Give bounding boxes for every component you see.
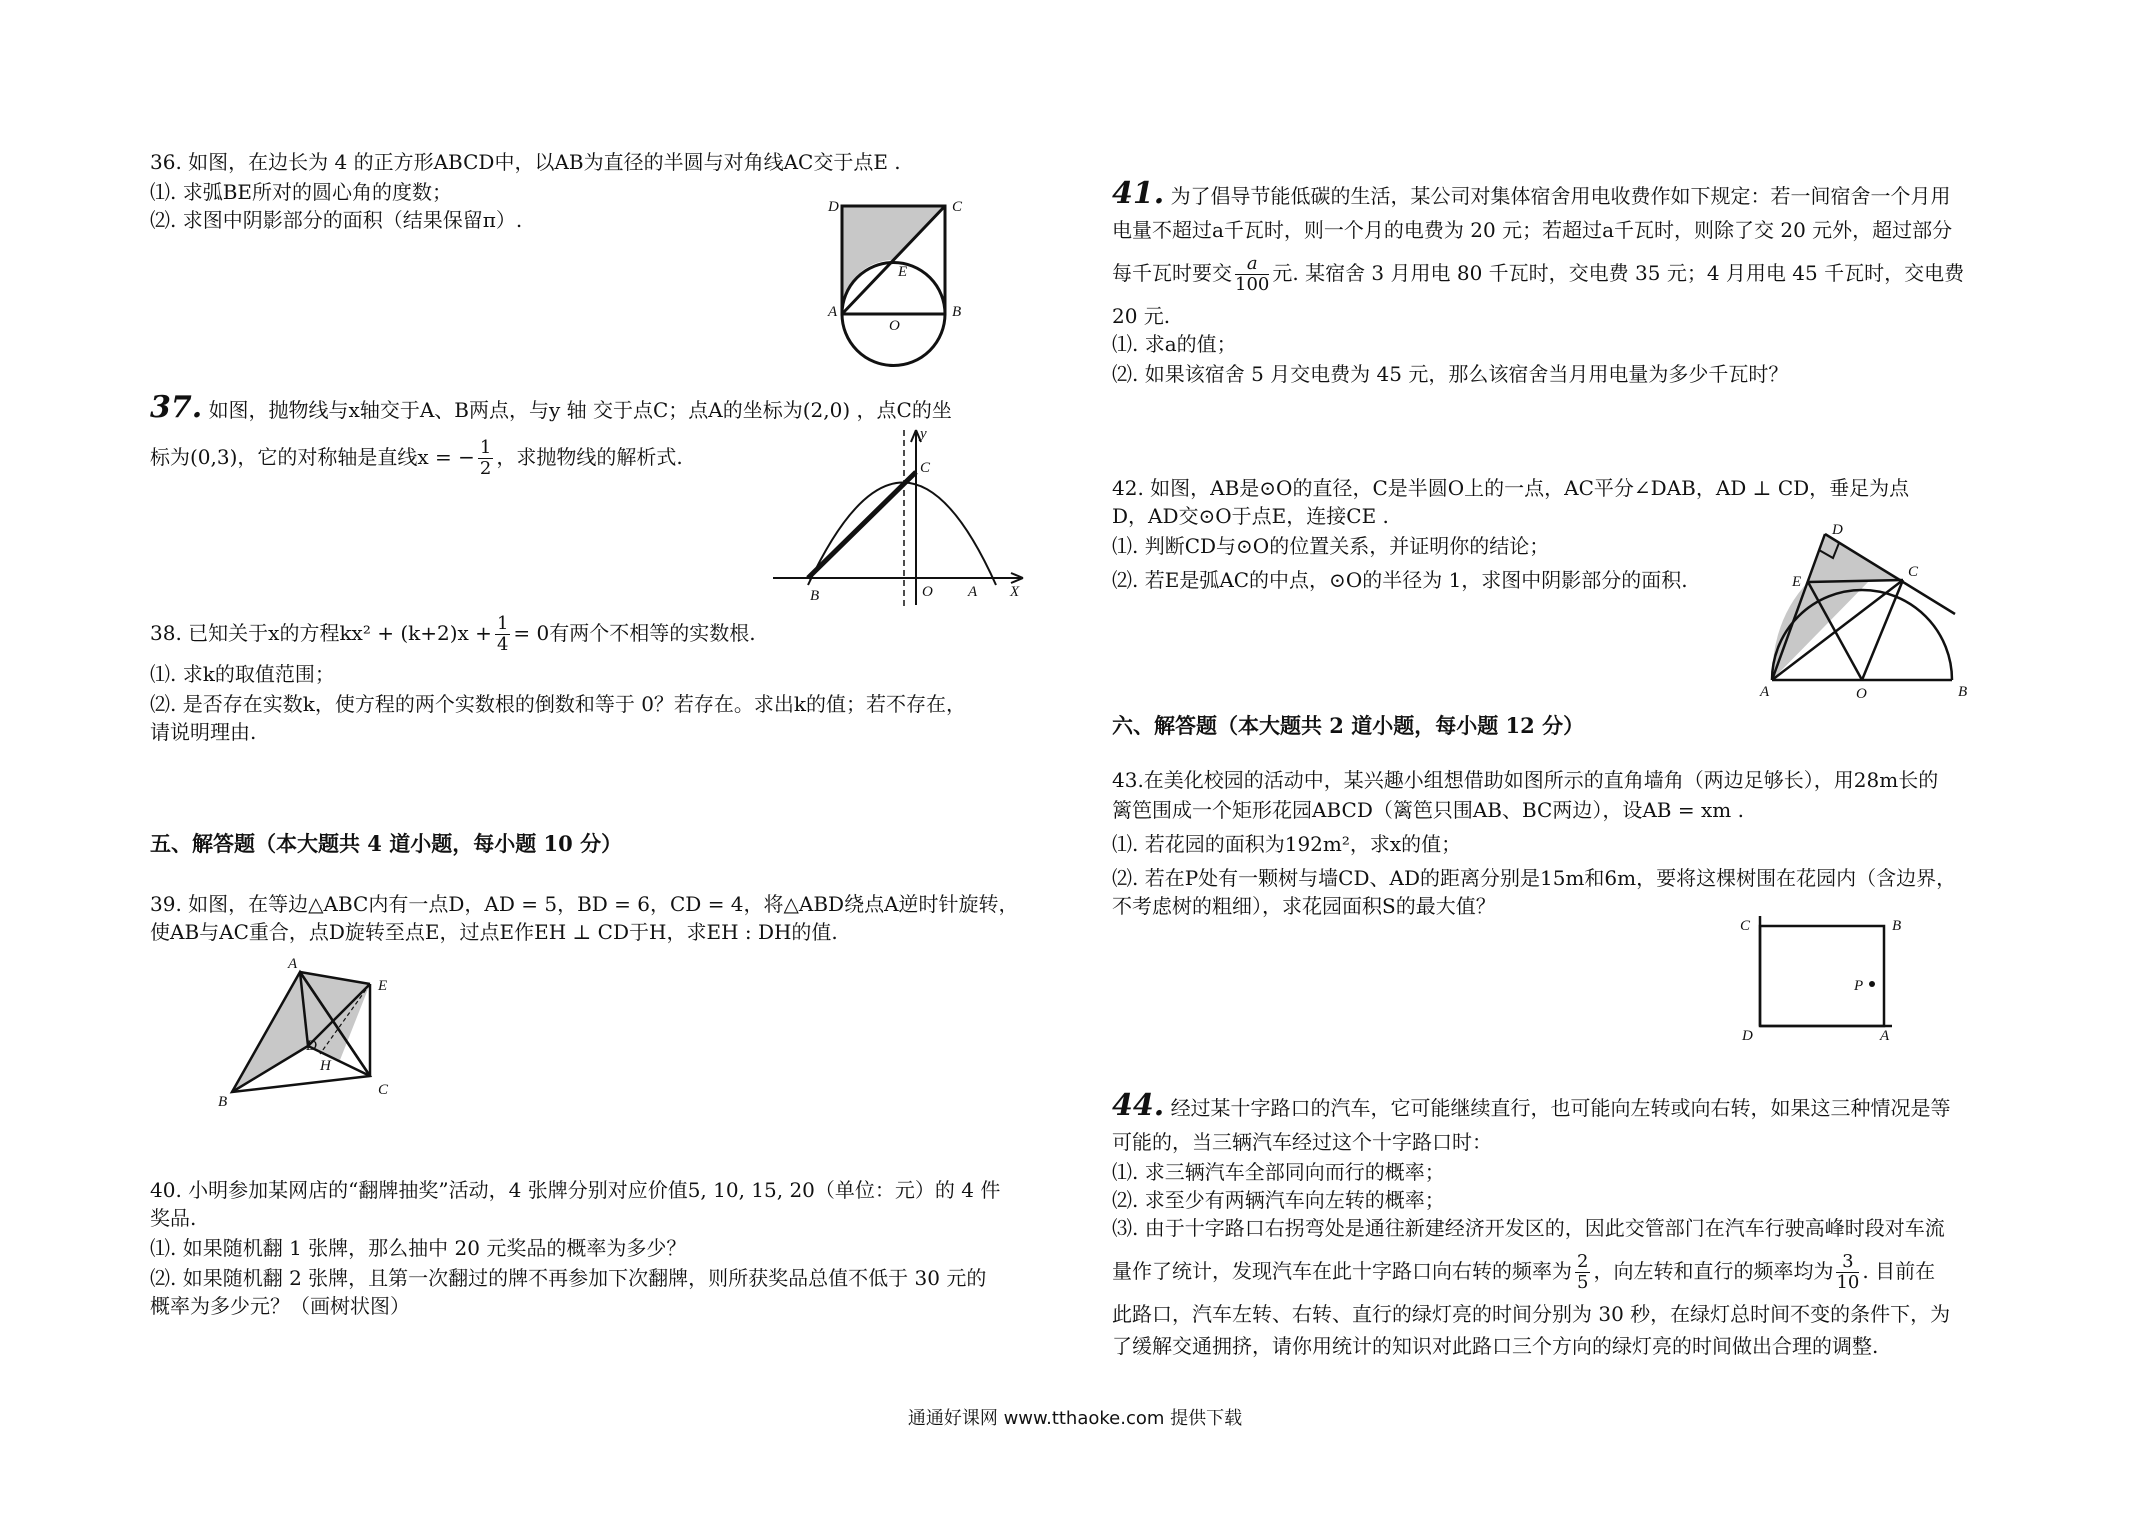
fraction: $\frac{a}{100}$ xyxy=(1235,253,1270,295)
q41-line4: 20 元. xyxy=(1112,304,1171,328)
fig42-label-D: D xyxy=(1832,522,1843,538)
fig39-label-C: C xyxy=(378,1082,389,1098)
fig37-label-A: A xyxy=(968,584,978,600)
q39-line2: 使AB与AC重合，点D旋转至点E，过点E作EH ⊥ CD于H，求EH : DH的值. xyxy=(150,920,838,944)
q44-part1: ⑴. 求三辆汽车全部同向而行的概率； xyxy=(1112,1160,1445,1184)
fraction: $\frac{1}{2}$ xyxy=(479,437,492,479)
q40-line2: 奖品. xyxy=(150,1206,197,1230)
q41-line3: 每千瓦时要交 $\frac{a}{100}$ 元. 某宿舍 3 月用电 80 千瓦时，交电费 35 元；4 月用电 45 千瓦时，交电费 xyxy=(1112,253,1965,295)
fig39-label-D: D xyxy=(306,1038,317,1054)
q43-part2: ⑵. 若在P处有一颗树与墙CD、AD的距离分别是15m和6m，要将这棵树围在花园内（含边界， xyxy=(1112,866,1957,890)
fig43-label-P: P xyxy=(1854,978,1864,994)
figure-39 xyxy=(210,950,420,1120)
figure-37 xyxy=(768,420,1038,610)
q44-part2: ⑵. 求至少有两辆汽车向左转的概率； xyxy=(1112,1188,1445,1212)
fig37-label-O: O xyxy=(922,584,933,600)
q41-line2: 电量不超过a千瓦时，则一个月的电费为 20 元；若超过a千瓦时，则除了交 20 元外，超过部分 xyxy=(1112,218,1953,242)
fig39-label-H: H xyxy=(320,1058,331,1074)
fraction: $\frac{2}{5}$ xyxy=(1577,1251,1589,1293)
q41-number: 41. xyxy=(1112,176,1165,211)
q38-line1: 38. 已知关于x的方程kx² + (k+2)x + $\frac{1}{4}$ = 0有两个不相等的实数根. xyxy=(150,613,756,655)
fig42-label-B: B xyxy=(1958,684,1968,700)
fig43-label-C: C xyxy=(1740,918,1751,934)
q43-part2-cont: 不考虑树的粗细），求花园面积S的最大值？ xyxy=(1112,894,1496,918)
fig39-label-A: A xyxy=(288,956,298,972)
fig39-label-E: E xyxy=(378,978,388,994)
fig37-label-X: X xyxy=(1010,584,1020,600)
q44-part3: ⑶. 由于十字路口右拐弯处是通往新建经济开发区的，因此交管部门在汽车行驶高峰时段对车流 xyxy=(1112,1216,1945,1240)
q41-line1: 41. 为了倡导节能低碳的生活，某公司对集体宿舍用电收费作如下规定：若一间宿舍一个月用 xyxy=(1112,176,1951,211)
fig36-label-O: O xyxy=(889,318,900,334)
q44-line7: 此路口，汽车左转、右转、直行的绿灯亮的时间分别为 30 秒，在绿灯总时间不变的条件下，为 xyxy=(1112,1302,1951,1326)
fig43-label-A: A xyxy=(1880,1028,1890,1044)
q40-line1: 40. 小明参加某网店的“翻牌抽奖”活动，4 张牌分别对应价值5, 10, 15, 20（单位：元）的 4 件 xyxy=(150,1178,1001,1202)
figure-43 xyxy=(1730,910,1920,1050)
fig36-label-B: B xyxy=(952,304,962,320)
q39-line1: 39. 如图，在等边△ABC内有一点D，AD = 5，BD = 6，CD = 4，将△ABD绕点A逆时针旋转， xyxy=(150,892,1019,916)
q37-line1: 37. 如图，抛物线与x轴交于A、B两点，与y 轴 交于点C；点A的坐标为(2,0) ，点C的坐 xyxy=(150,390,952,425)
fig36-label-D: D xyxy=(828,199,839,215)
fig43-label-D: D xyxy=(1742,1028,1753,1044)
fig37-label-B: B xyxy=(810,588,820,604)
q44-line1: 44. 经过某十字路口的汽车，它可能继续直行，也可能向左转或向右转，如果这三种情况是等 xyxy=(1112,1088,1951,1123)
q41-part2: ⑵. 如果该宿舍 5 月交电费为 45 元，那么该宿舍当月用电量为多少千瓦时？ xyxy=(1112,362,1789,386)
fig36-label-C: C xyxy=(952,199,963,215)
figure-42 xyxy=(1740,520,1990,710)
q43-part1: ⑴. 若花园的面积为192m²，求x的值； xyxy=(1112,832,1462,856)
q37-line2: 标为(0,3)，它的对称轴是直线x = − $\frac{1}{2}$ ，求抛物线的解析式. xyxy=(150,437,683,479)
q38-part2-cont: 请说明理由. xyxy=(150,720,257,744)
q38-part1: ⑴. 求k的取值范围； xyxy=(150,662,335,686)
q40-part2-cont: 概率为多少元？（画树状图） xyxy=(150,1294,410,1318)
fig42-label-E: E xyxy=(1792,574,1802,590)
q40-part2: ⑵. 如果随机翻 2 张牌，且第一次翻过的牌不再参加下次翻牌，则所获奖品总值不低于 30 元的 xyxy=(150,1266,987,1290)
q44-line6: 量作了统计，发现汽车在此十字路口向右转的频率为 $\frac{2}{5}$ ，向左转和直行的频率均为 $\frac{3}{10}$ . 目前在 xyxy=(1112,1251,1936,1293)
fig36-label-A: A xyxy=(828,304,838,320)
fig39-label-B: B xyxy=(218,1094,228,1110)
fig43-label-B: B xyxy=(1892,918,1902,934)
fraction: $\frac{1}{4}$ xyxy=(496,613,509,655)
footer-source: 通通好课网 www.tthaoke.com 提供下载 xyxy=(907,1408,1243,1429)
q44-number: 44. xyxy=(1112,1088,1165,1123)
q41-part1: ⑴. 求a的值； xyxy=(1112,332,1237,356)
fig37-label-C: C xyxy=(920,460,931,476)
q40-part1: ⑴. 如果随机翻 1 张牌，那么抽中 20 元奖品的概率为多少？ xyxy=(150,1236,687,1260)
section-6-heading: 六、解答题（本大题共 2 道小题，每小题 12 分） xyxy=(1112,713,1585,738)
q44-line8: 了缓解交通拥挤，请你用统计的知识对此路口三个方向的绿灯亮的时间做出合理的调整. xyxy=(1112,1334,1879,1358)
figure-36 xyxy=(820,196,980,376)
q36-part2: ⑵. 求图中阴影部分的面积（结果保留π）. xyxy=(150,208,523,232)
q43-line1: 43.在美化校园的活动中，某兴趣小组想借助如图所示的直角墙角（两边足够长），用28m长的 xyxy=(1112,768,1939,792)
q36-part1: ⑴. 求弧BE所对的圆心角的度数； xyxy=(150,180,453,204)
fig37-label-y: y xyxy=(920,426,927,442)
q38-part2: ⑵. 是否存在实数k，使方程的两个实数根的倒数和等于 0？若存在。求出k的值；若不存在， xyxy=(150,692,967,716)
q42-part2: ⑵. 若E是弧AC的中点，⊙O的半径为 1，求图中阴影部分的面积. xyxy=(1112,568,1688,592)
q36-line1: 36. 如图，在边长为 4 的正方形ABCD中，以AB为直径的半圆与对角线AC交于点E . xyxy=(150,150,901,174)
q42-part1: ⑴. 判断CD与⊙O的位置关系，并证明你的结论； xyxy=(1112,534,1550,558)
section-5-heading: 五、解答题（本大题共 4 道小题，每小题 10 分） xyxy=(150,831,623,856)
fig42-label-A: A xyxy=(1760,684,1770,700)
fig42-label-O: O xyxy=(1856,686,1867,702)
fraction: $\frac{3}{10}$ xyxy=(1836,1251,1860,1293)
q43-line2: 篱笆围成一个矩形花园ABCD（篱笆只围AB、BC两边），设AB = xm . xyxy=(1112,798,1744,822)
q44-line2: 可能的，当三辆汽车经过这个十字路口时： xyxy=(1112,1130,1492,1154)
fig36-label-E: E xyxy=(898,264,908,280)
q42-line2: D，AD交⊙O于点E，连接CE . xyxy=(1112,504,1389,528)
fig42-label-C: C xyxy=(1908,564,1919,580)
q37-number: 37. xyxy=(150,390,203,425)
q42-line1: 42. 如图，AB是⊙O的直径，C是半圆O上的一点，AC平分∠DAB，AD ⊥ CD，垂足为点 xyxy=(1112,476,1910,500)
